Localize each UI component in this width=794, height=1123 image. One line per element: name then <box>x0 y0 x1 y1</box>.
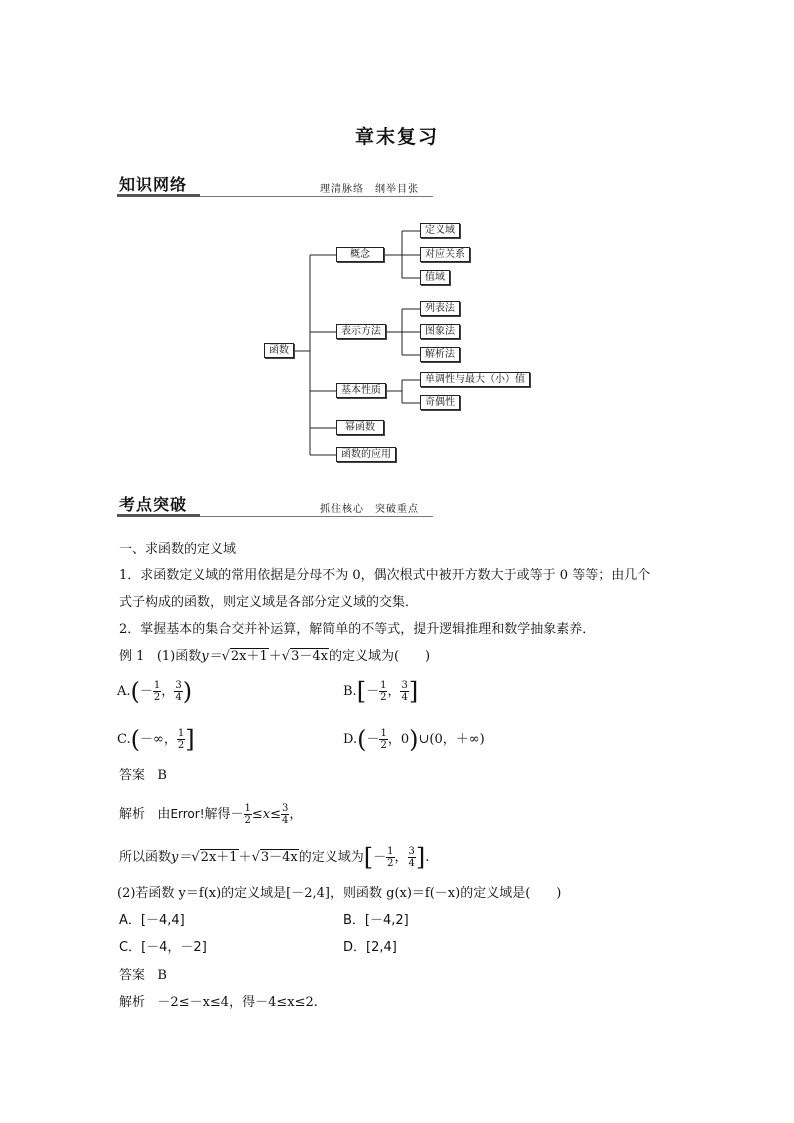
tree-node-applications: 函数的应用 <box>336 447 396 462</box>
section-rule-thick <box>117 514 200 517</box>
option-d-part2[interactable]: D．[2,4] <box>343 940 397 955</box>
tree-node-representation: 表示方法 <box>336 324 386 339</box>
section-rule-thin <box>200 516 433 517</box>
option-a-part2[interactable]: A．[－4,4] <box>119 913 185 928</box>
tree-leaf-range: 值域 <box>420 270 450 285</box>
tree-root-function: 函数 <box>264 343 294 358</box>
section-heading-key-points: 考点突破 <box>119 495 188 514</box>
radical: 2x＋1 <box>230 649 268 664</box>
tree-leaf-formula-method: 解析法 <box>420 347 460 362</box>
error-text: Error! <box>170 807 205 821</box>
option-b[interactable]: B.[－ $\frac{1}{2}$ ， $\frac{3}{4}$ ] <box>343 677 419 706</box>
analysis-label: 解析 <box>119 995 146 1010</box>
answer-label: 答案 <box>119 768 146 783</box>
tree-leaf-table-method: 列表法 <box>420 301 460 316</box>
answer-line <box>119 767 167 785</box>
option-b-part2[interactable]: B．[－4,2] <box>343 913 409 928</box>
analysis-line-part2: 解析 －2≤－x≤4，得－4≤x≤2. <box>119 995 318 1010</box>
option-d[interactable]: D.(－ $\frac{1}{2}$ ，0)∪(0，＋∞) <box>343 725 485 754</box>
conclusion-line: 所以函数y＝√2x＋1＋√3－4x的定义域为[－ $\frac{1}{2}$ ， $\frac{3}{4}$ ]. <box>119 843 430 872</box>
example-label: 例 1 <box>119 649 145 664</box>
tree-connectors <box>0 0 794 480</box>
option-a[interactable]: A.(－ $\frac{1}{2}$ ， $\frac{3}{4}$ ) <box>117 677 193 706</box>
analysis-label: 解析 <box>119 807 146 822</box>
section-heading-knowledge-network: 知识网络 <box>119 175 188 194</box>
tree-node-power-function: 幂函数 <box>336 420 384 435</box>
example-question: 例 1 (1)函数y＝√2x＋1＋√3－4x的定义域为( ) <box>119 649 431 664</box>
answer-value: B <box>157 768 167 783</box>
section-tagline: 抓住核心 突破重点 <box>320 504 419 515</box>
page-title: 章末复习 <box>354 126 439 148</box>
option-c[interactable]: C.(－∞， $\frac{1}{2}$ ] <box>117 725 195 754</box>
section-tagline: 理清脉络 纲举目张 <box>320 184 419 195</box>
option-c-part2[interactable]: C．[－4，－2] <box>119 940 207 955</box>
tree-leaf-mapping: 对应关系 <box>420 247 470 262</box>
answer-value: B <box>157 968 167 983</box>
example-question-part2: (2)若函数 y＝f(x)的定义域是[－2,4]，则函数 g(x)＝f(－x)的定义域是( ) <box>117 886 562 901</box>
tree-node-basic-properties: 基本性质 <box>336 383 386 398</box>
paragraph-line: 2．掌握基本的集合交并补运算，解简单的不等式，提升逻辑推理和数学抽象素养． <box>119 622 596 637</box>
analysis-line: 解析 由Error!解得－ $\frac{1}{2}$ ≤x≤ $\frac{3}{4}$ ， <box>119 803 303 826</box>
tree-leaf-domain: 定义域 <box>420 223 460 238</box>
paragraph-line: 1．求函数定义域的常用依据是分母不为 0，偶次根式中被开方数大于或等于 0 等等；由几个 <box>119 568 651 583</box>
paragraph-line: 式子构成的函数，则定义域是各部分定义域的交集． <box>119 595 419 610</box>
topic-heading: 一、求函数的定义域 <box>119 542 237 557</box>
tree-node-concept: 概念 <box>336 247 384 262</box>
answer-line-part2 <box>119 967 167 985</box>
answer-label: 答案 <box>119 968 146 983</box>
tree-leaf-monotonicity: 单调性与最大（小）值 <box>420 372 530 387</box>
tree-leaf-graph-method: 图象法 <box>420 324 460 339</box>
tree-leaf-parity: 奇偶性 <box>420 395 460 410</box>
radical: 3－4x <box>291 649 328 664</box>
